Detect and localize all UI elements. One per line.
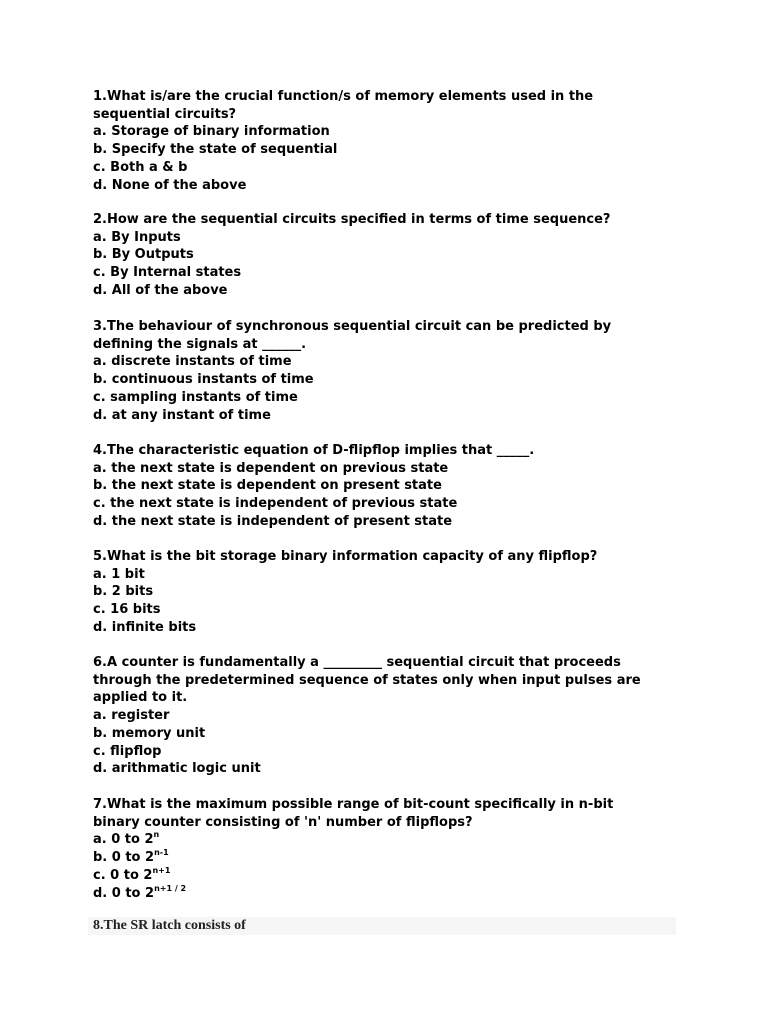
question-4 (93, 442, 683, 531)
option-b: b. Specify the state of sequential (93, 142, 338, 158)
exponent: n+1 (152, 865, 171, 875)
option-b: b. By Outputs (93, 247, 194, 263)
question-text: 3.The behaviour of synchronous sequential circuit can be predicted by (93, 319, 612, 334)
question-text: sequential circuits? (93, 106, 237, 122)
question-7 (93, 796, 683, 902)
question-text: binary counter consisting of 'n' number of flipflops? (93, 814, 473, 830)
option-c: c. flipflop (93, 743, 162, 759)
question-text: through the predetermined sequence of states only when input pulses are (93, 672, 641, 688)
question-text: 5.What is the bit storage binary information capacity of any flipflop? (93, 549, 598, 564)
option-b: b. 2 bits (93, 584, 154, 600)
question-text: defining the signals at ______. (93, 336, 307, 352)
exponent: n (153, 830, 160, 840)
question-8-text: 8.The SR latch consists of (93, 918, 246, 933)
question-2 (93, 211, 683, 300)
question-text: 2.How are the sequential circuits specified in terms of time sequence? (93, 212, 611, 227)
option-c: c. By Internal states (93, 265, 242, 281)
question-text: 1.What is/are the crucial function/s of memory elements used in the (93, 89, 594, 104)
option-b: b. the next state is dependent on present state (93, 478, 442, 494)
option-d: d. None of the above (93, 177, 247, 193)
option-d: d. All of the above (93, 282, 228, 298)
option-a: a. the next state is dependent on previous state (93, 460, 449, 476)
option-c: c. the next state is independent of previous state (93, 496, 458, 512)
option-a: a. 1 bit (93, 566, 145, 582)
question-text: 4.The characteristic equation of D-flipflop implies that _____. (93, 443, 535, 458)
option-text: a. 0 to 2 (93, 832, 154, 848)
option-b (93, 849, 683, 867)
question-1 (93, 88, 683, 194)
option-d: d. arithmatic logic unit (93, 761, 261, 777)
question-text: 7.What is the maximum possible range of bit-count specifically in n-bit (93, 797, 614, 812)
option-c: c. Both a & b (93, 159, 188, 175)
option-a: a. By Inputs (93, 229, 181, 245)
option-a: a. Storage of binary information (93, 124, 330, 140)
question-text: applied to it. (93, 690, 188, 706)
option-text: b. 0 to 2 (93, 850, 155, 866)
option-a: a. register (93, 708, 170, 724)
option-d: d. the next state is independent of present state (93, 513, 453, 529)
question-text: 6.A counter is fundamentally a _________ sequential circuit that proceeds (93, 655, 621, 670)
option-c: c. sampling instants of time (93, 389, 298, 405)
option-a: a. discrete instants of time (93, 354, 292, 370)
option-text: c. 0 to 2 (93, 867, 153, 883)
option-text: d. 0 to 2 (93, 885, 155, 901)
option-a (93, 831, 683, 849)
option-c (93, 867, 683, 885)
option-d: d. at any instant of time (93, 407, 271, 423)
option-d: d. infinite bits (93, 619, 197, 635)
option-d (93, 885, 683, 903)
option-b: b. memory unit (93, 725, 206, 741)
question-6 (93, 654, 683, 778)
exponent: n+1 / 2 (154, 883, 187, 893)
exponent: n-1 (154, 848, 169, 858)
question-5 (93, 548, 683, 637)
question-3 (93, 318, 683, 424)
option-c: c. 16 bits (93, 602, 161, 618)
option-b: b. continuous instants of time (93, 372, 314, 388)
